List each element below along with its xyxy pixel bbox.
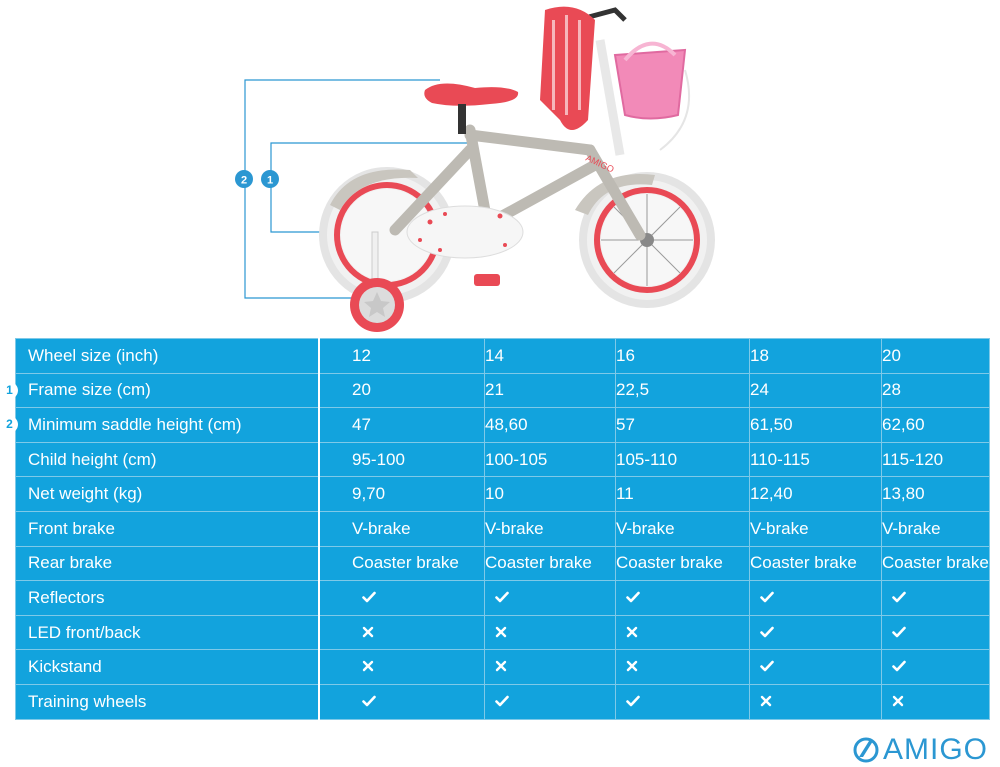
value-cell: 61,50 bbox=[750, 408, 882, 443]
row-label-cell bbox=[16, 684, 320, 719]
value-cell: 16 bbox=[616, 339, 750, 374]
row-label-cell bbox=[6, 408, 320, 443]
row-label: Reflectors bbox=[28, 587, 105, 607]
value-cell: Coaster brake bbox=[616, 546, 750, 581]
table-row bbox=[16, 373, 990, 408]
value-cell: 20 bbox=[882, 339, 990, 374]
value-cell bbox=[750, 581, 882, 616]
table-row bbox=[16, 684, 990, 719]
value-cell bbox=[750, 615, 882, 650]
value-cell: 105-110 bbox=[616, 442, 750, 477]
value-cell bbox=[882, 650, 990, 685]
value-cell: 48,60 bbox=[485, 408, 616, 443]
table-row bbox=[16, 581, 990, 616]
value-cell bbox=[319, 650, 485, 685]
check-icon bbox=[626, 692, 640, 706]
row-label: LED front/back bbox=[28, 622, 141, 642]
value-cell bbox=[882, 581, 990, 616]
value-cell: 62,60 bbox=[882, 408, 990, 443]
cross-icon bbox=[626, 623, 640, 637]
row-label-cell bbox=[16, 511, 320, 546]
value-cell bbox=[485, 684, 616, 719]
measurement-badge-2 bbox=[235, 170, 253, 188]
value-cell: 28 bbox=[882, 373, 990, 408]
table-row bbox=[16, 339, 990, 374]
value-cell: Coaster brake bbox=[750, 546, 882, 581]
value-cell: V-brake bbox=[616, 511, 750, 546]
row-label: Net weight (kg) bbox=[28, 484, 143, 504]
value-cell: 110-115 bbox=[750, 442, 882, 477]
row-label: Front brake bbox=[28, 518, 115, 538]
check-icon bbox=[362, 692, 376, 706]
saddle bbox=[424, 83, 518, 105]
value-cell: V-brake bbox=[750, 511, 882, 546]
row-label-cell bbox=[16, 339, 320, 374]
value-cell: 95-100 bbox=[319, 442, 485, 477]
row-label-cell bbox=[16, 546, 320, 581]
row-label: Child height (cm) bbox=[28, 449, 157, 469]
value-cell bbox=[319, 684, 485, 719]
row-label-cell bbox=[16, 581, 320, 616]
cross-icon bbox=[495, 623, 509, 637]
check-icon bbox=[892, 623, 906, 637]
check-icon bbox=[760, 588, 774, 602]
value-cell: 10 bbox=[485, 477, 616, 512]
value-cell bbox=[616, 684, 750, 719]
check-icon bbox=[495, 588, 509, 602]
row-label: Training wheels bbox=[28, 691, 147, 711]
value-cell: 18 bbox=[750, 339, 882, 374]
logo-text: AMIGO bbox=[883, 733, 989, 766]
table-row bbox=[16, 615, 990, 650]
value-cell: 24 bbox=[750, 373, 882, 408]
value-cell bbox=[616, 650, 750, 685]
row-label-cell bbox=[16, 650, 320, 685]
value-cell bbox=[485, 581, 616, 616]
row-label-cell bbox=[16, 442, 320, 477]
measurement-badge: 1 bbox=[1, 382, 18, 399]
value-cell: 9,70 bbox=[319, 477, 485, 512]
check-icon bbox=[495, 692, 509, 706]
value-cell bbox=[319, 615, 485, 650]
value-cell bbox=[882, 615, 990, 650]
cross-icon bbox=[362, 657, 376, 671]
value-cell: 22,5 bbox=[616, 373, 750, 408]
value-cell: 100-105 bbox=[485, 442, 616, 477]
value-cell bbox=[616, 615, 750, 650]
value-cell: 57 bbox=[616, 408, 750, 443]
value-cell bbox=[750, 650, 882, 685]
value-cell: 11 bbox=[616, 477, 750, 512]
cross-icon bbox=[362, 623, 376, 637]
value-cell: 13,80 bbox=[882, 477, 990, 512]
value-cell: 14 bbox=[485, 339, 616, 374]
row-label-cell bbox=[16, 615, 320, 650]
table-row bbox=[16, 408, 990, 443]
row-label: Kickstand bbox=[28, 657, 102, 677]
svg-text:1: 1 bbox=[266, 174, 274, 187]
cross-icon bbox=[626, 657, 640, 671]
cross-icon bbox=[495, 657, 509, 671]
value-cell: 12,40 bbox=[750, 477, 882, 512]
check-icon bbox=[626, 588, 640, 602]
svg-text:AMIGO: AMIGO bbox=[584, 152, 616, 175]
value-cell: V-brake bbox=[319, 511, 485, 546]
value-cell: 47 bbox=[319, 408, 485, 443]
value-cell: Coaster brake bbox=[485, 546, 616, 581]
row-label-cell bbox=[6, 373, 320, 408]
table-row bbox=[16, 511, 990, 546]
spec-table bbox=[6, 338, 990, 720]
value-cell: Coaster brake bbox=[882, 546, 990, 581]
check-icon bbox=[362, 588, 376, 602]
row-label: Rear brake bbox=[28, 553, 113, 573]
cross-icon bbox=[892, 692, 906, 706]
value-cell: 21 bbox=[485, 373, 616, 408]
value-cell bbox=[485, 650, 616, 685]
cross-icon bbox=[760, 692, 774, 706]
row-label: Minimum saddle height (cm) bbox=[28, 414, 242, 434]
amigo-logo bbox=[853, 733, 988, 767]
row-label: Wheel size (inch) bbox=[28, 345, 159, 365]
bike-illustration bbox=[0, 0, 1000, 338]
check-icon bbox=[892, 657, 906, 671]
value-cell bbox=[616, 581, 750, 616]
table-row bbox=[16, 442, 990, 477]
value-cell bbox=[319, 581, 485, 616]
check-icon bbox=[892, 588, 906, 602]
value-cell: V-brake bbox=[882, 511, 990, 546]
svg-text:2: 2 bbox=[240, 174, 248, 187]
chain-guard bbox=[407, 206, 523, 258]
measurement-badge: 2 bbox=[1, 416, 18, 433]
value-cell: 20 bbox=[319, 373, 485, 408]
measurement-badge-1 bbox=[261, 170, 279, 188]
value-cell bbox=[882, 684, 990, 719]
value-cell: 12 bbox=[319, 339, 485, 374]
check-icon bbox=[760, 623, 774, 637]
table-row bbox=[16, 546, 990, 581]
amigo-logo-icon bbox=[853, 737, 883, 763]
value-cell: V-brake bbox=[485, 511, 616, 546]
row-label: Frame size (cm) bbox=[28, 380, 151, 400]
value-cell: 115-120 bbox=[882, 442, 990, 477]
value-cell: Coaster brake bbox=[319, 546, 485, 581]
table-row bbox=[16, 650, 990, 685]
table-row bbox=[16, 477, 990, 512]
check-icon bbox=[760, 657, 774, 671]
value-cell bbox=[750, 684, 882, 719]
pedal bbox=[474, 274, 500, 286]
row-label-cell bbox=[16, 477, 320, 512]
value-cell bbox=[485, 615, 616, 650]
